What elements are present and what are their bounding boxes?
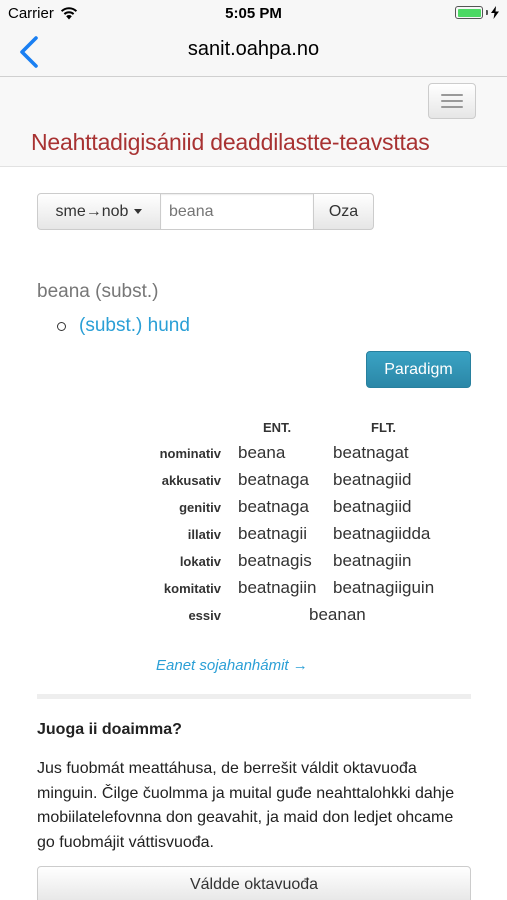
- search-input[interactable]: [161, 193, 313, 230]
- browser-nav-bar: [0, 28, 507, 77]
- search-button[interactable]: Oza: [313, 193, 374, 230]
- language-pair-dropdown[interactable]: [37, 193, 161, 230]
- hamburger-icon-bar: [441, 100, 463, 102]
- contact-button[interactable]: Váldde oktavuođa: [37, 866, 471, 900]
- site-header: [0, 77, 507, 167]
- feedback-heading: Juoga ii doaimma?: [37, 721, 182, 738]
- form-plural: beatnagiin: [333, 551, 412, 570]
- battery-icon: [455, 6, 483, 19]
- bullet-icon: [57, 322, 66, 331]
- form-essive: beanan: [309, 605, 366, 624]
- carrier-label: Carrier: [8, 5, 54, 22]
- caret-down-icon: [134, 209, 142, 214]
- translation-list-item[interactable]: [57, 315, 190, 337]
- column-header-singular: ENT.: [263, 420, 292, 435]
- translation-link[interactable]: (subst.) hund: [79, 315, 190, 336]
- site-title[interactable]: Neahttadigisániid deaddilastte-teavsttas: [31, 129, 430, 155]
- table-row: [0, 468, 507, 495]
- hamburger-icon-bar: [441, 94, 463, 96]
- form-plural: beatnagiid: [333, 470, 412, 489]
- section-divider: [37, 694, 471, 699]
- case-label: lokativ: [179, 554, 221, 569]
- lemma-heading: beana (subst.): [37, 281, 159, 302]
- case-label: illativ: [187, 527, 221, 542]
- table-row-essive: [0, 603, 507, 630]
- table-row: [0, 522, 507, 549]
- form-singular: beatnaga: [238, 497, 309, 516]
- language-pair-label: sme→nob: [55, 202, 129, 220]
- charging-bolt-icon: [491, 6, 499, 19]
- battery-cap: [486, 10, 488, 15]
- status-right: [455, 6, 499, 19]
- paradigm-button[interactable]: Paradigm: [366, 351, 471, 388]
- case-label: akkusativ: [161, 473, 221, 488]
- form-plural: beatnagiid: [333, 497, 412, 516]
- table-row: [0, 441, 507, 468]
- case-label: komitativ: [163, 581, 221, 596]
- search-form: [37, 193, 374, 230]
- status-bar: [0, 0, 507, 28]
- table-row: [0, 576, 507, 603]
- status-time: 5:05 PM: [225, 5, 282, 22]
- table-row: [0, 549, 507, 576]
- form-plural: beatnagiiguin: [333, 578, 435, 597]
- form-singular: beatnaga: [238, 470, 309, 489]
- form-singular: beatnagis: [238, 551, 312, 570]
- feedback-text: Jus fuobmát meattáhusa, de berrešit váldit oktavuođa minguin. Čilge čuolmma ja muital guđe neahttalohkki dahje mobiilatelefovnna don geavahit, ja maid don ledjet ohcame go fuobmájit váttisvuođa.: [37, 760, 455, 851]
- case-label: nominativ: [159, 446, 221, 461]
- browser-url-title[interactable]: sanit.oahpa.no: [187, 38, 320, 60]
- case-label: genitiv: [179, 500, 221, 515]
- form-singular: beatnagii: [238, 524, 308, 543]
- form-singular: beatnagiin: [238, 578, 317, 597]
- more-inflections-link[interactable]: Eanet sojahanhámit →: [156, 657, 308, 674]
- menu-toggle-button[interactable]: [428, 83, 476, 119]
- form-singular: beana: [238, 443, 286, 462]
- form-plural: beatnagat: [333, 443, 409, 462]
- battery-level: [458, 9, 481, 17]
- column-header-plural: FLT.: [371, 420, 397, 435]
- case-label: essiv: [188, 608, 221, 623]
- table-row: [0, 495, 507, 522]
- form-plural: beatnagiidda: [333, 524, 431, 543]
- hamburger-icon-bar: [441, 106, 463, 108]
